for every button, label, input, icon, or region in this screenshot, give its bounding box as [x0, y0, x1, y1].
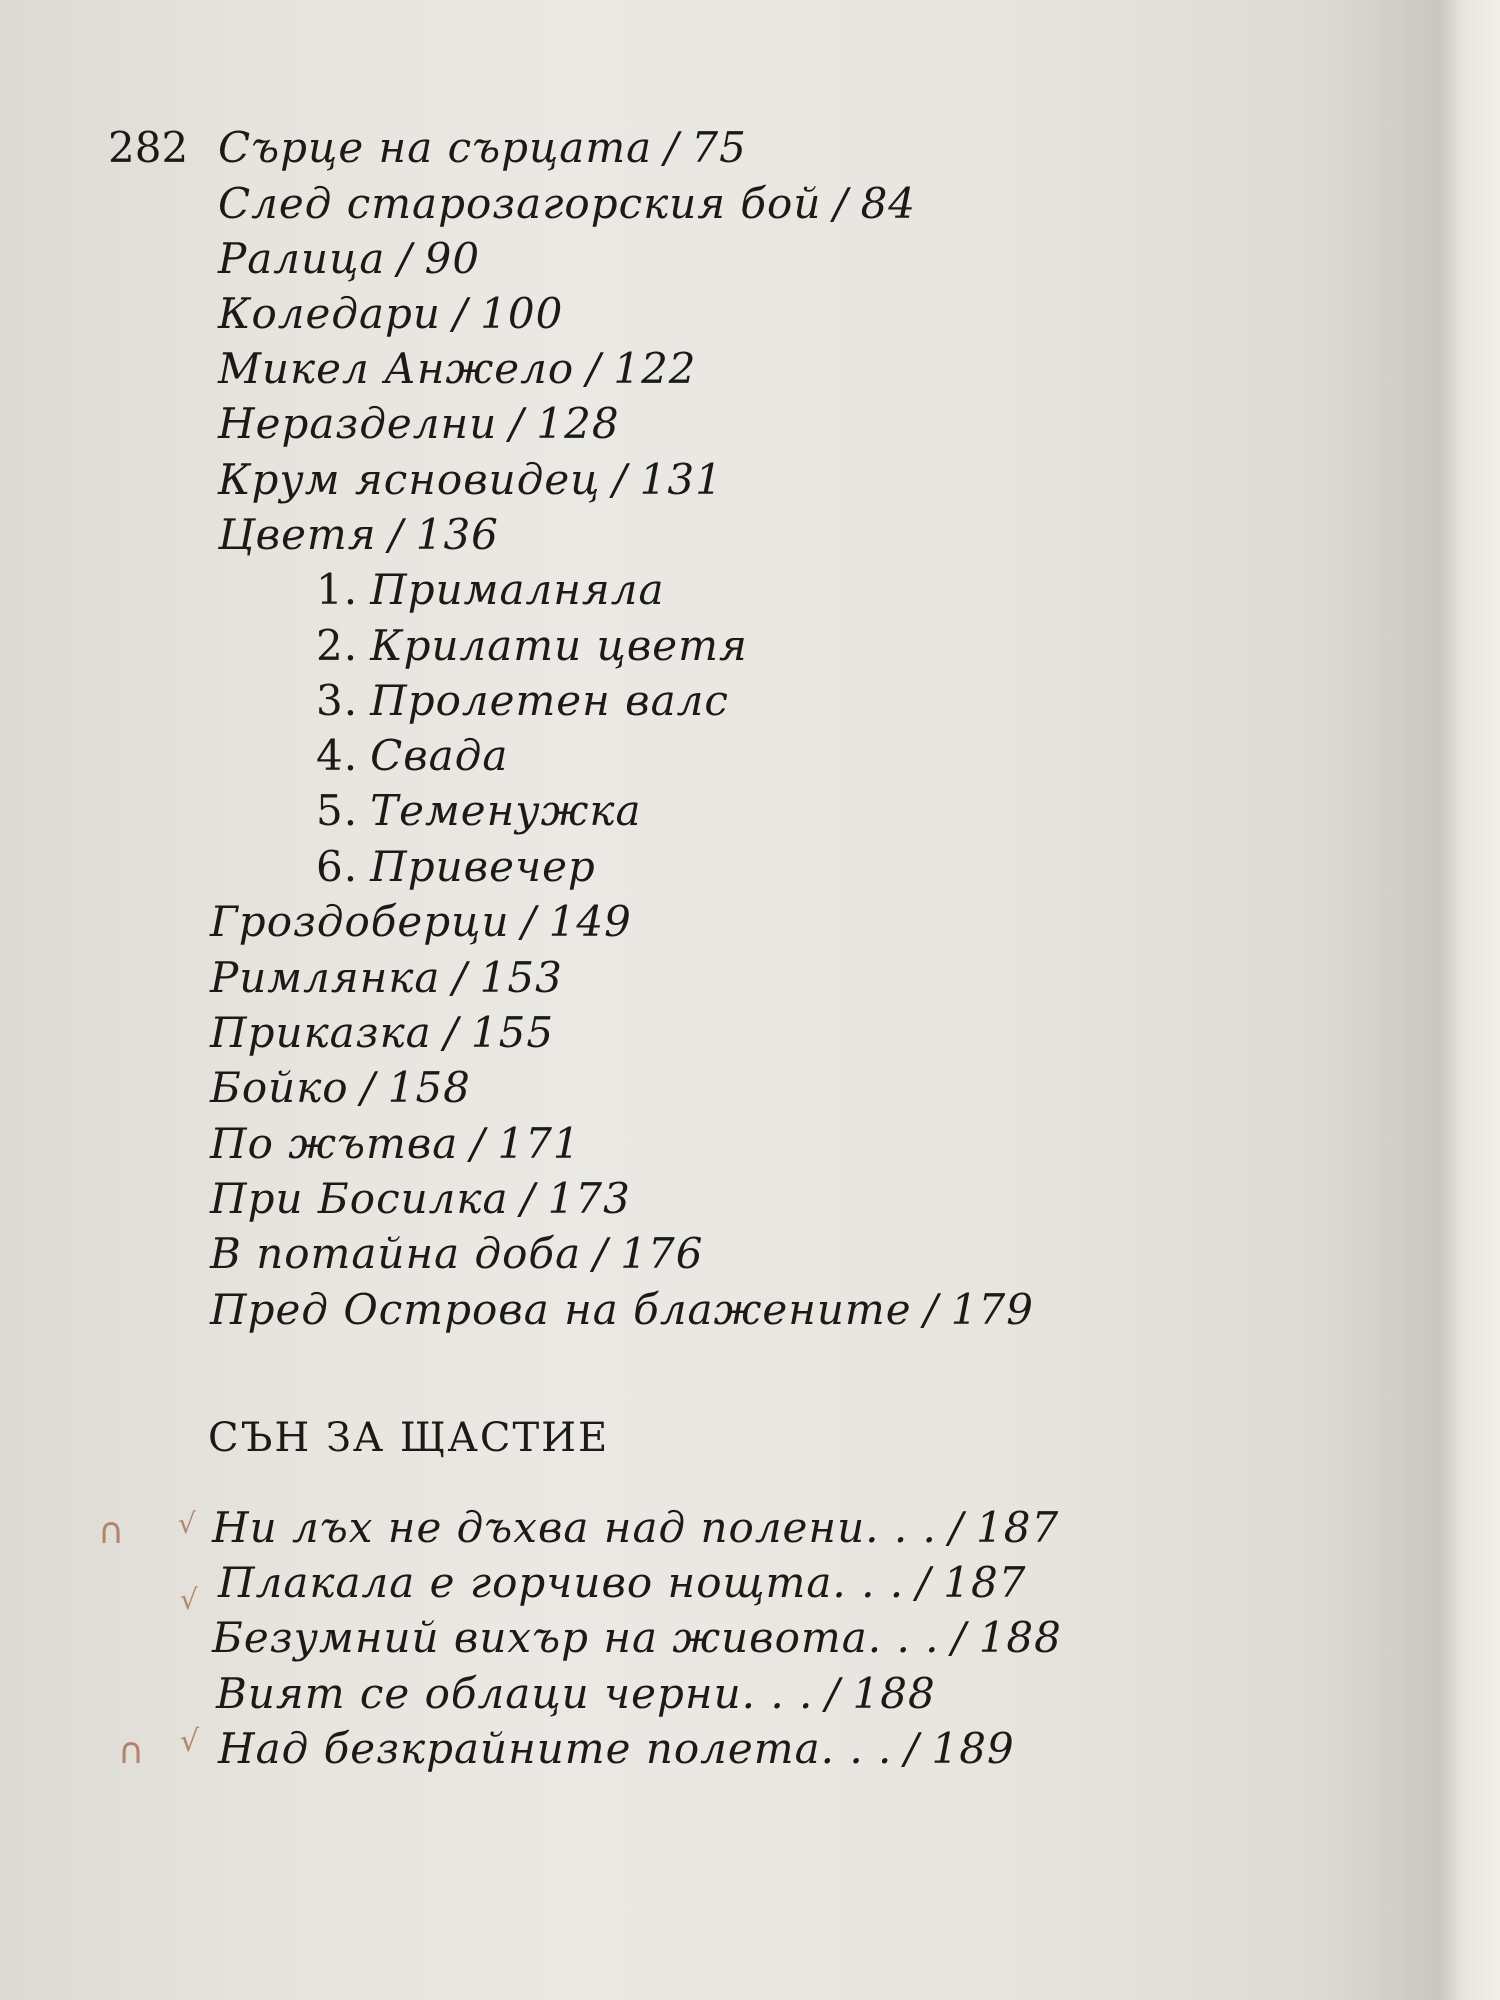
- entry-page: 153: [479, 953, 563, 1002]
- toc-entry: [218, 1555, 1026, 1611]
- entry-title: След старозагорския бой: [218, 179, 822, 228]
- entry-page: 131: [639, 455, 723, 504]
- separator: /: [612, 455, 628, 504]
- toc-entry: [210, 1060, 471, 1116]
- separator: /: [951, 1613, 967, 1662]
- subentry-number: 3.: [316, 676, 359, 725]
- toc-subentry: [316, 673, 729, 729]
- entry-page: 189: [931, 1724, 1015, 1773]
- pencil-mark: ∩: [98, 1511, 125, 1552]
- entry-page: 100: [480, 289, 564, 338]
- toc-entry: [210, 1226, 703, 1282]
- separator: /: [904, 1724, 920, 1773]
- entry-page: 122: [613, 344, 697, 393]
- separator: /: [923, 1285, 939, 1334]
- toc-entry: [210, 894, 632, 950]
- entry-page: 176: [620, 1229, 704, 1278]
- toc-entry: [218, 1721, 1015, 1777]
- toc-entry: [216, 1666, 936, 1722]
- subentry-number: 6.: [316, 842, 359, 891]
- separator: /: [825, 1669, 841, 1718]
- entry-title: При Босилка: [210, 1174, 509, 1223]
- subentry-number: 2.: [316, 621, 359, 670]
- entry-title: Римлянка: [210, 953, 441, 1002]
- separator: /: [388, 510, 404, 559]
- subentry-number: 1.: [316, 565, 359, 614]
- entry-page: 155: [470, 1008, 555, 1057]
- entry-title: Микел Анжело: [218, 344, 575, 393]
- entry-page: 188: [852, 1669, 936, 1718]
- toc-entry: [218, 507, 499, 563]
- pencil-check-mark: √: [178, 1507, 196, 1540]
- entry-page: 136: [415, 510, 499, 559]
- entry-title: По жътва: [210, 1119, 459, 1168]
- entry-title: Пред Острова на блажените: [210, 1285, 912, 1334]
- subentry-title: Крилати цветя: [370, 621, 748, 670]
- toc-entry: [218, 286, 563, 342]
- subentry-title: Прималняла: [370, 565, 665, 614]
- entry-title: Ралица: [218, 234, 386, 283]
- entry-title: Вият се облаци черни. . .: [216, 1669, 814, 1718]
- separator: /: [360, 1063, 376, 1112]
- entry-title: Сърце на сърцата: [218, 123, 653, 172]
- subentry-title: Теменужка: [370, 786, 642, 835]
- entry-page: 84: [860, 179, 917, 228]
- toc-subentry: [316, 618, 748, 674]
- entry-title: Неразделни: [218, 399, 498, 448]
- entry-page: 90: [424, 234, 481, 283]
- toc-subentry: [316, 562, 665, 618]
- entry-page: 173: [547, 1174, 631, 1223]
- toc-subentry: [316, 783, 642, 839]
- subentry-number: 4.: [316, 731, 359, 780]
- separator: /: [520, 1174, 536, 1223]
- entry-title: Приказка: [210, 1008, 432, 1057]
- entry-page: 128: [536, 399, 620, 448]
- toc-entry: [210, 1005, 554, 1061]
- entry-title: Безумний вихър на живота. . .: [212, 1613, 940, 1662]
- toc-entry: [218, 452, 723, 508]
- separator: /: [443, 1008, 459, 1057]
- toc-entry: [218, 231, 480, 287]
- toc-subentry: [316, 728, 508, 784]
- entry-page: 187: [943, 1558, 1027, 1607]
- toc-entry: [218, 341, 697, 397]
- entry-page: 179: [950, 1285, 1034, 1334]
- toc-entry: [210, 1282, 1034, 1338]
- entry-title: Цветя: [218, 510, 377, 559]
- pencil-check-mark: √: [180, 1583, 198, 1616]
- entry-title: Гроздоберци: [210, 897, 510, 946]
- toc-subentry: [316, 839, 596, 895]
- entry-title: Ни лъх не дъхва над полени. . .: [212, 1503, 937, 1552]
- toc-entry: [212, 1500, 1059, 1556]
- section-heading: СЪН ЗА ЩАСТИЕ: [208, 1415, 610, 1461]
- separator: /: [452, 953, 468, 1002]
- separator: /: [470, 1119, 486, 1168]
- separator: /: [521, 897, 537, 946]
- separator: /: [593, 1229, 609, 1278]
- entry-page: 75: [691, 123, 747, 172]
- entry-page: 188: [978, 1613, 1062, 1662]
- separator: /: [397, 234, 413, 283]
- subentry-title: Пролетен валс: [370, 676, 729, 725]
- entry-page: 187: [976, 1503, 1060, 1552]
- pencil-check-mark: √: [180, 1724, 200, 1759]
- pencil-mark: ∩: [118, 1731, 145, 1772]
- entry-title: Плакала е горчиво нощта. . .: [218, 1558, 905, 1607]
- toc-entry: [218, 396, 620, 452]
- entry-title: В потайна доба: [210, 1229, 582, 1278]
- separator: /: [916, 1558, 932, 1607]
- entry-page: 158: [387, 1063, 471, 1112]
- subentry-title: Привечер: [370, 842, 596, 891]
- toc-entry: [218, 176, 916, 232]
- entry-title: Крум ясновидец: [218, 455, 601, 504]
- entry-page: 171: [497, 1119, 581, 1168]
- toc-entry: [210, 1116, 581, 1172]
- subentry-title: Свада: [370, 731, 509, 780]
- book-gutter: [1440, 0, 1500, 2000]
- entry-title: Коледари: [218, 289, 441, 338]
- entry-title: Бойко: [210, 1063, 349, 1112]
- subentry-number: 5.: [316, 786, 359, 835]
- toc-entry: [218, 120, 747, 176]
- separator: /: [664, 123, 680, 172]
- separator: /: [452, 289, 469, 338]
- toc-entry: [212, 1610, 1062, 1666]
- separator: /: [586, 344, 602, 393]
- entry-title: Над безкрайните полета. . .: [218, 1724, 893, 1773]
- page-number: 282: [108, 123, 189, 172]
- toc-entry: [210, 1171, 631, 1227]
- separator: /: [833, 179, 849, 228]
- entry-page: 149: [548, 897, 632, 946]
- toc-entry: [210, 950, 563, 1006]
- separator: /: [509, 399, 525, 448]
- separator: /: [948, 1503, 965, 1552]
